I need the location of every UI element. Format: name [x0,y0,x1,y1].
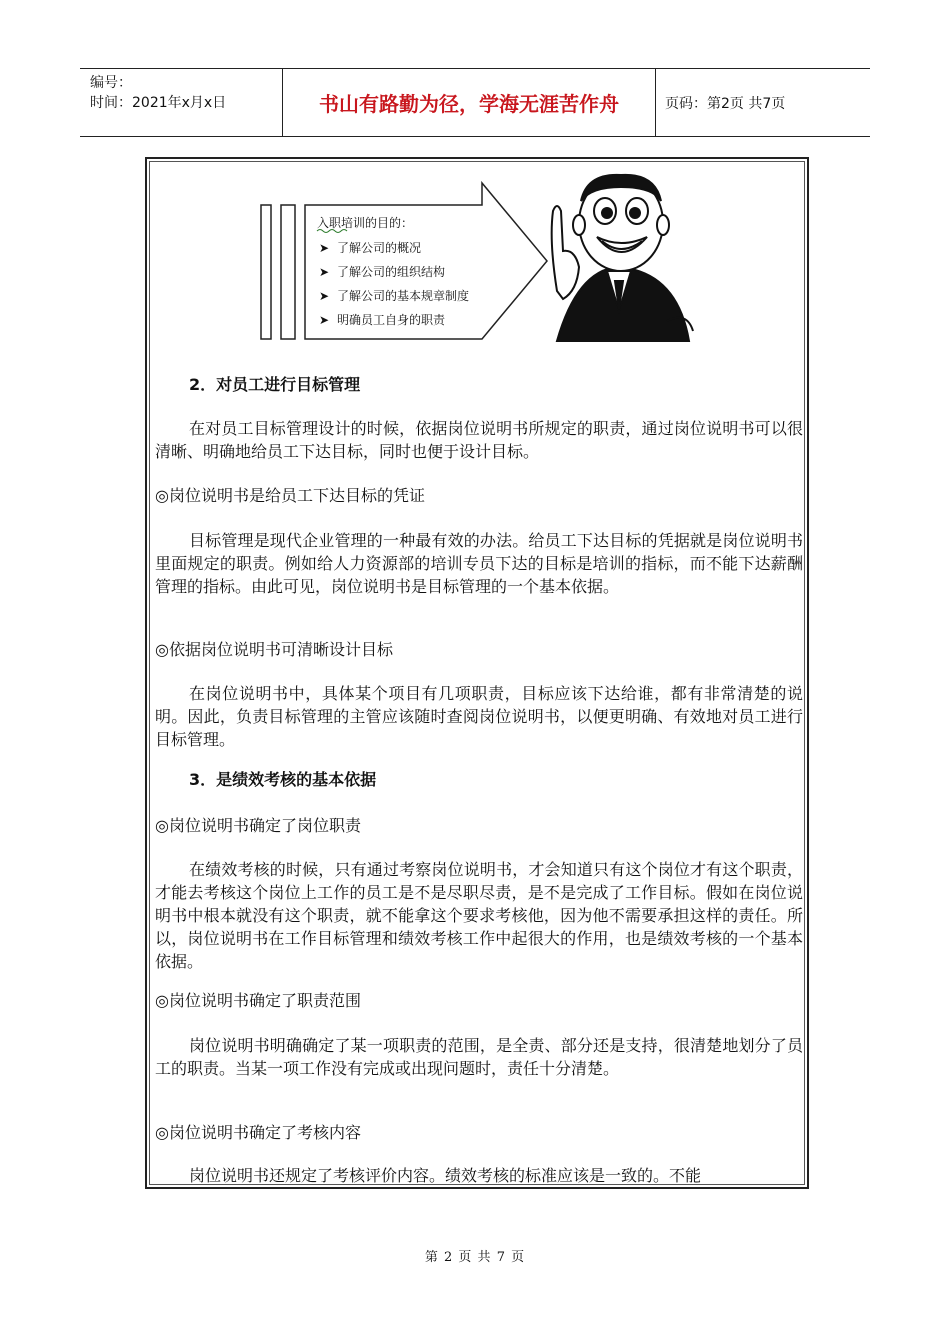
section-heading: 2．对员工进行目标管理 [189,375,361,394]
figure-item-marker: ➤ [319,313,330,327]
header-meta [80,69,283,136]
bullet-heading: ◎岗位说明书确定了考核内容 [155,1123,361,1142]
figure-item-marker: ➤ [319,265,330,279]
page-footer: 第 2 页 共 7 页 [424,1250,526,1265]
header-page-info: 页码：第2页 共7页 [665,95,786,112]
figure-item-marker: ➤ [319,289,330,303]
bullet-heading: ◎岗位说明书确定了岗位职责 [155,816,361,835]
figure-item: 了解公司的组织结构 [337,265,446,279]
content-frame [145,157,809,1189]
paragraph: 在绩效考核的时候，只有通过考察岗位说明书，才会知道只有这个岗位才有这个职责，才能去考核这个岗位上工作的员工是不是尽职尽责，是不是完成了工作目标。假如在岗位说明书中根本就没有这个职责，就不能拿这个要求考核他，因为他不需要承担这样的责任。所以，岗位说明书在工作目标管理和绩效考核工作中起很大的作用，也是绩效考核的一个基本依据。 [155,860,803,971]
bullet-heading: ◎岗位说明书是给员工下达目标的凭证 [155,486,425,505]
figure-item-marker: ➤ [319,241,330,255]
header-motto: 书山有路勤为径，学海无涯苦作舟 [283,69,656,136]
side-bar-2 [281,205,295,339]
figure-item: 了解公司的概况 [337,241,422,255]
page-header [80,68,870,137]
paragraph: 在对员工目标管理设计的时候，依据岗位说明书所规定的职责，通过岗位说明书可以很清晰、明确地给员工下达目标，同时也便于设计目标。 [155,419,803,461]
number-label: 编号： [90,75,132,91]
paragraph: 目标管理是现代企业管理的一种最有效的办法。给员工下达目标的凭据就是岗位说明书里面规定的职责。例如给人力资源部的培训专员下达的目标是培训的指标，而不能下达薪酬管理的指标。由此可见，岗位说明书是目标管理的一个基本依据。 [155,531,803,596]
training-purpose-figure [257,171,697,349]
bullet-heading: ◎岗位说明书确定了职责范围 [155,991,361,1010]
figure-item: 明确员工自身的职责 [337,313,446,327]
cartoon-man-illustration [552,175,693,341]
bullet-heading: ◎依据岗位说明书可清晰设计目标 [155,640,393,659]
figure-item: 了解公司的基本规章制度 [337,289,470,303]
paragraph: 岗位说明书明确确定了某一项职责的范围，是全责、部分还是支持，很清楚地划分了员工的职责。当某一项工作没有完成或出现问题时，责任十分清楚。 [155,1036,803,1078]
paragraph: 岗位说明书还规定了考核评价内容。绩效考核的标准应该是一致的。不能 [189,1166,702,1185]
section-heading: 3．是绩效考核的基本依据 [189,770,377,789]
side-bar-1 [261,205,271,339]
time-label: 时间：2021年x月x日 [90,95,227,111]
paragraph: 在岗位说明书中，具体某个项目有几项职责，目标应该下达给谁，都有非常清楚的说明。因此，负责目标管理的主管应该随时查阅岗位说明书，以便更明确、有效地对员工进行目标管理。 [155,684,803,749]
figure-title: 入职培训的目的： [317,216,414,230]
